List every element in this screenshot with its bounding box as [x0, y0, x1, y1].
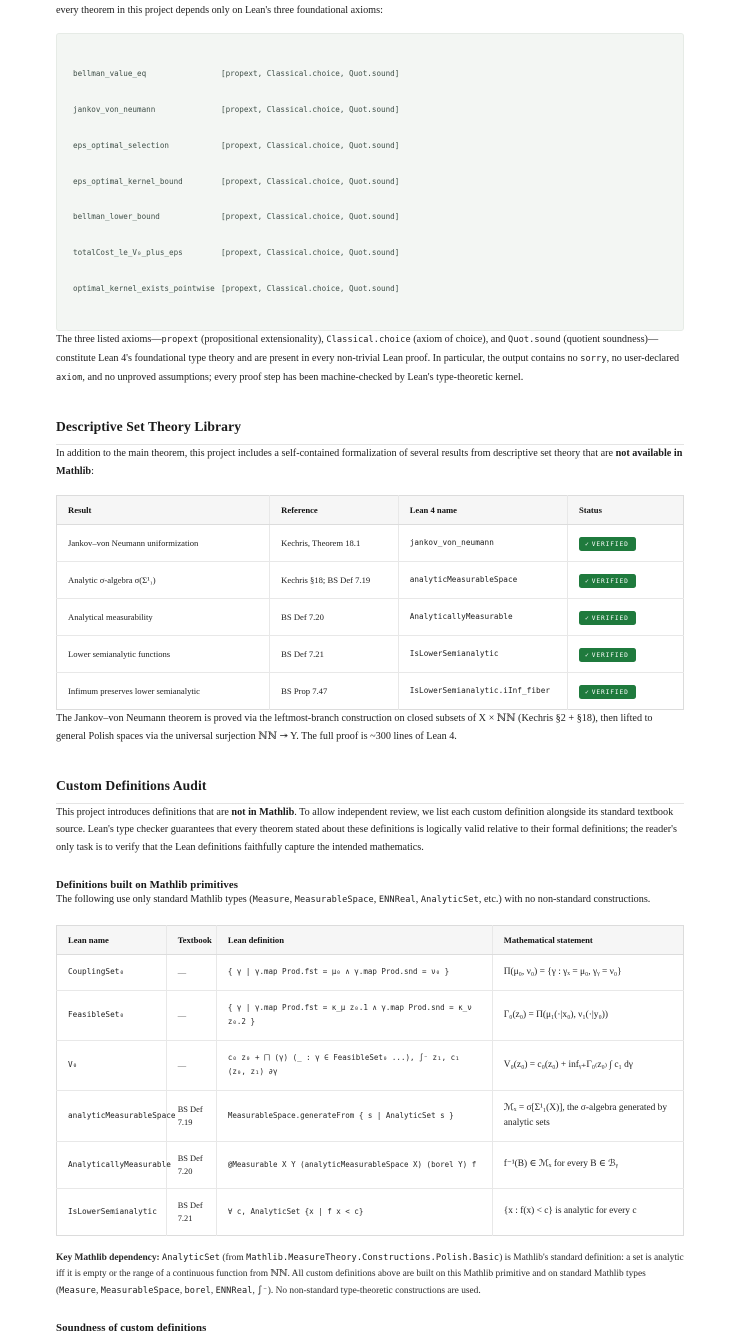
axiom-list: [propext, Classical.choice, Quot.sound]: [221, 283, 400, 293]
table-header-row: [57, 496, 684, 525]
cell-lean-name: AnalyticallyMeasurable: [398, 599, 567, 636]
cell-mathematical-statement: Γ₀(z₀) = Π(μ₁(·|x₀), ν₁(·|y₀)): [492, 990, 683, 1040]
cell-textbook: BS Def 7.19: [166, 1090, 216, 1141]
code-line: [73, 247, 667, 259]
cell-status: [567, 636, 683, 673]
cell-lean-definition: c₀ z₀ + ⨅ (γ) (_ : γ ∈ FeasibleSet₀ ...), ∫⁻ z₁, c₁ (z₀, z₁) ∂γ: [216, 1040, 492, 1090]
key-dependency-label: Key Mathlib dependency:: [56, 1252, 160, 1263]
text-fragment: , and no unproved assumptions; every proof step has been machine-checked by Lean's type-theoretic kernel.: [82, 371, 524, 383]
text-fragment: ,: [415, 894, 421, 906]
code-measure: Measure: [59, 1285, 97, 1296]
axioms-explanation-paragraph: [56, 331, 684, 387]
status-badge-label: VERIFIED: [591, 540, 629, 548]
cell-reference: BS Def 7.21: [270, 636, 399, 673]
column-header-lean-definition: Lean definition: [216, 925, 492, 954]
cell-status: [567, 525, 683, 562]
section-heading-custom-definitions-audit: Custom Definitions Audit: [56, 778, 684, 804]
code-axiom: axiom: [56, 372, 83, 383]
code-line: [73, 283, 667, 295]
status-badge-label: VERIFIED: [591, 651, 629, 659]
text-fragment: In addition to the main theorem, this project includes a self-contained formalization of several results from descriptive set theory that are: [56, 448, 616, 460]
table-row: [57, 636, 684, 673]
cell-mathematical-statement: V₀(z₀) = c₀(z₀) + infᵧ₊Γ₀₍ᴢ₀₎ ∫ c₁ dγ: [492, 1040, 683, 1090]
table-row: [57, 599, 684, 636]
cell-lean-name: IsLowerSemianalytic: [57, 1188, 167, 1235]
code-line: [73, 104, 667, 116]
cell-mathematical-statement: Π(μ₀, ν₀) = {γ : γₓ = μ₀, γᵧ = ν₀}: [492, 954, 683, 990]
axiom-output-code-block: [56, 33, 684, 332]
table-row: [57, 525, 684, 562]
axiom-theorem-name: totalCost_le_V₀_plus_eps: [73, 248, 183, 257]
cell-result: Analytical measurability: [57, 599, 270, 636]
check-icon: ✓: [584, 613, 590, 622]
table-row: [57, 1141, 684, 1188]
code-propext: propext: [161, 335, 199, 346]
text-fragment: :: [91, 465, 94, 477]
table-header-row: [57, 925, 684, 954]
cell-reference: BS Def 7.20: [270, 599, 399, 636]
cell-status: [567, 562, 683, 599]
axiom-theorem-name: bellman_value_eq: [73, 69, 147, 79]
status-badge: [579, 648, 636, 662]
axiom-theorem-name: eps_optimal_selection: [73, 140, 170, 150]
text-fragment: ,: [373, 894, 379, 906]
cell-result: Jankov–von Neumann uniformization: [57, 525, 270, 562]
cell-lean-definition: @Measurable X Y (analyticMeasurableSpace X) (borel Y) f: [216, 1141, 492, 1188]
cell-mathematical-statement: f⁻¹(B) ∈ ℳₓ for every B ∈ ℬᵧ: [492, 1141, 683, 1188]
cell-textbook: —: [166, 954, 216, 990]
column-header-textbook: Textbook: [166, 925, 216, 954]
mathlib-primitives-paragraph: [56, 891, 684, 910]
text-fragment: ) is Mathlib's standard definition: a set is analytic iff it is empty or the range of a continuous function from ℕℕ. All custom definitions above are built on this Mathlib primitive and on standard Mathlib types (: [56, 1252, 684, 1296]
text-fragment: (propositional extensionality),: [198, 334, 327, 346]
custom-definitions-table: [56, 925, 684, 1236]
axiom-list: [propext, Classical.choice, Quot.sound]: [221, 140, 400, 150]
code-measurablespace: MeasurableSpace: [100, 1285, 180, 1296]
section-heading-descriptive-set-theory: Descriptive Set Theory Library: [56, 419, 684, 445]
code-quot-sound: Quot.sound: [508, 335, 561, 346]
text-fragment: , etc.) with no non-standard constructions.: [478, 894, 651, 906]
dst-intro-paragraph: [56, 445, 684, 480]
intro-lead-paragraph: every theorem in this project depends only on Lean's three foundational axioms:: [56, 5, 383, 16]
status-badge-label: VERIFIED: [591, 614, 629, 622]
axiom-theorem-name: eps_optimal_kernel_bound: [73, 176, 183, 186]
cell-status: [567, 599, 683, 636]
text-fragment: The following use only standard Mathlib types (: [56, 894, 253, 906]
code-lintegral: ∫⁻: [257, 1285, 268, 1296]
subsection-heading-soundness-of-custom-definitions: Soundness of custom definitions: [56, 1322, 207, 1334]
axiom-list: [propext, Classical.choice, Quot.sound]: [221, 248, 400, 257]
code-line: [73, 68, 667, 80]
emphasis-not-in-mathlib: not in Mathlib: [231, 806, 295, 818]
cell-lean-name: CouplingSet₀: [57, 954, 167, 990]
axiom-list: [propext, Classical.choice, Quot.sound]: [221, 69, 400, 79]
column-header-lean-name: Lean 4 name: [398, 496, 567, 525]
table-row: [57, 954, 684, 990]
axiom-theorem-name: bellman_lower_bound: [73, 212, 160, 222]
axiom-theorem-name: jankov_von_neumann: [73, 105, 156, 115]
cell-lean-name: IsLowerSemianalytic.iInf_fiber: [398, 673, 567, 710]
cell-textbook: —: [166, 990, 216, 1040]
text-fragment: The three listed axioms—: [56, 334, 162, 346]
column-header-mathematical-statement: Mathematical statement: [492, 925, 683, 954]
text-fragment: ,: [179, 1285, 185, 1296]
cell-lean-definition: MeasurableSpace.generateFrom { s | AnalyticSet s }: [216, 1090, 492, 1141]
code-measurablespace: MeasurableSpace: [294, 895, 374, 906]
text-fragment: (from: [220, 1252, 247, 1263]
status-badge: [579, 537, 636, 551]
cell-lean-name: analyticMeasurableSpace: [57, 1090, 167, 1141]
cell-lean-name: IsLowerSemianalytic: [398, 636, 567, 673]
column-header-status: Status: [567, 496, 683, 525]
table-row: [57, 673, 684, 710]
code-ennreal: ENNReal: [215, 1285, 253, 1296]
cell-reference: Kechris §18; BS Def 7.19: [270, 562, 399, 599]
cell-result: Analytic σ-algebra σ(Σ¹₁): [57, 562, 270, 599]
text-fragment: ,: [252, 1285, 258, 1296]
check-icon: ✓: [584, 687, 590, 696]
code-line: [73, 211, 667, 223]
cell-lean-name: analyticMeasurableSpace: [398, 562, 567, 599]
axiom-list: [propext, Classical.choice, Quot.sound]: [221, 105, 400, 115]
custom-defs-intro-paragraph: [56, 804, 684, 857]
text-fragment: ,: [96, 1285, 101, 1296]
cell-status: [567, 673, 683, 710]
cell-mathematical-statement: {x : f(x) < c} is analytic for every c: [503, 1206, 637, 1217]
code-line: [73, 176, 667, 188]
cell-lean-definition: { γ | γ.map Prod.fst = μ₀ ∧ γ.map Prod.snd = ν₀ }: [216, 954, 492, 990]
code-ennreal: ENNReal: [378, 895, 416, 906]
table-row: [57, 1090, 684, 1141]
table-row: [57, 562, 684, 599]
code-analyticset: AnalyticSet: [162, 1252, 221, 1263]
key-mathlib-dependency-paragraph: [56, 1250, 684, 1299]
table-row: [57, 990, 684, 1040]
check-icon: ✓: [584, 539, 590, 548]
code-mathlib-module-path: Mathlib.MeasureTheory.Constructions.Polish.Basic: [246, 1252, 500, 1263]
column-header-result: Result: [57, 496, 270, 525]
check-icon: ✓: [584, 650, 590, 659]
cell-mathematical-statement: ℳₓ = σ[Σ¹₁(X)], the σ-algebra generated by analytic sets: [492, 1090, 683, 1141]
code-sorry: sorry: [580, 354, 607, 365]
axiom-theorem-name: optimal_kernel_exists_pointwise: [73, 283, 215, 293]
code-line: [73, 140, 667, 152]
table-row: [57, 1040, 684, 1090]
code-measure: Measure: [252, 895, 290, 906]
dst-proof-note-paragraph: The Jankov–von Neumann theorem is proved via the leftmost-branch construction on closed subsets of X × ℕℕ (Kechris §2 + §18), then lifted to general Polish spaces via the universal surjection ℕℕ ↠ Y. The full proof is ~300 lines of Lean 4.: [56, 713, 653, 742]
axiom-list: [propext, Classical.choice, Quot.sound]: [221, 176, 400, 186]
text-fragment: (quotient soundness)—constitute Lean 4's foundational type theory and are present in every non-trivial Lean proof. In particular, the output contains no: [56, 334, 659, 365]
check-icon: ✓: [584, 576, 590, 585]
code-classical-choice: Classical.choice: [326, 335, 411, 346]
status-badge-label: VERIFIED: [591, 577, 629, 585]
code-borel: borel: [184, 1285, 211, 1296]
cell-lean-name: V₀: [57, 1040, 167, 1090]
status-badge: [579, 685, 636, 699]
text-fragment: (axiom of choice), and: [410, 334, 509, 346]
axiom-list: [propext, Classical.choice, Quot.sound]: [221, 212, 400, 222]
cell-lean-name: AnalyticallyMeasurable: [57, 1141, 167, 1188]
cell-result: Lower semianalytic functions: [57, 636, 270, 673]
emphasis-not-available-mathlib: not available in Mathlib: [56, 448, 683, 477]
column-header-reference: Reference: [270, 496, 399, 525]
text-fragment: ,: [210, 1285, 216, 1296]
cell-reference: BS Prop 7.47: [270, 673, 399, 710]
cell-lean-name: FeasibleSet₀: [57, 990, 167, 1040]
cell-textbook: BS Def 7.21: [166, 1188, 216, 1235]
code-analyticset: AnalyticSet: [420, 895, 479, 906]
cell-reference: Kechris, Theorem 18.1: [270, 525, 399, 562]
table-row: [57, 1188, 684, 1235]
text-fragment: ,: [289, 894, 295, 906]
cell-textbook: —: [166, 1040, 216, 1090]
cell-result: Infimum preserves lower semianalytic: [57, 673, 270, 710]
cell-lean-name: jankov_von_neumann: [398, 525, 567, 562]
column-header-lean-name: Lean name: [57, 925, 167, 954]
cell-lean-definition: { γ | γ.map Prod.fst = κ_μ z₀.1 ∧ γ.map Prod.snd = κ_ν z₀.2 }: [216, 990, 492, 1040]
status-badge: [579, 611, 636, 625]
text-fragment: ). No non-standard type-theoretic constructions are used.: [267, 1285, 481, 1296]
cell-lean-definition: ∀ c, AnalyticSet {x | f x < c}: [216, 1188, 492, 1235]
status-badge-label: VERIFIED: [591, 688, 629, 696]
status-badge: [579, 574, 636, 588]
text-fragment: This project introduces definitions that are: [56, 806, 232, 818]
subsection-heading-definitions-built-on-mathlib: Definitions built on Mathlib primitives: [56, 879, 239, 892]
descriptive-set-theory-table: [56, 495, 684, 710]
cell-textbook: BS Def 7.20: [166, 1141, 216, 1188]
text-fragment: . To allow independent review, we list each custom definition alongside its standard textbook source. Lean's type checker guarantees that every theorem stated about these definitions is logically valid relative to their formal definitions; the reader's only task is to verify that the Lean definitions faithfully capture the intended mathematics.: [56, 806, 677, 853]
text-fragment: , no user-declared: [606, 353, 680, 365]
